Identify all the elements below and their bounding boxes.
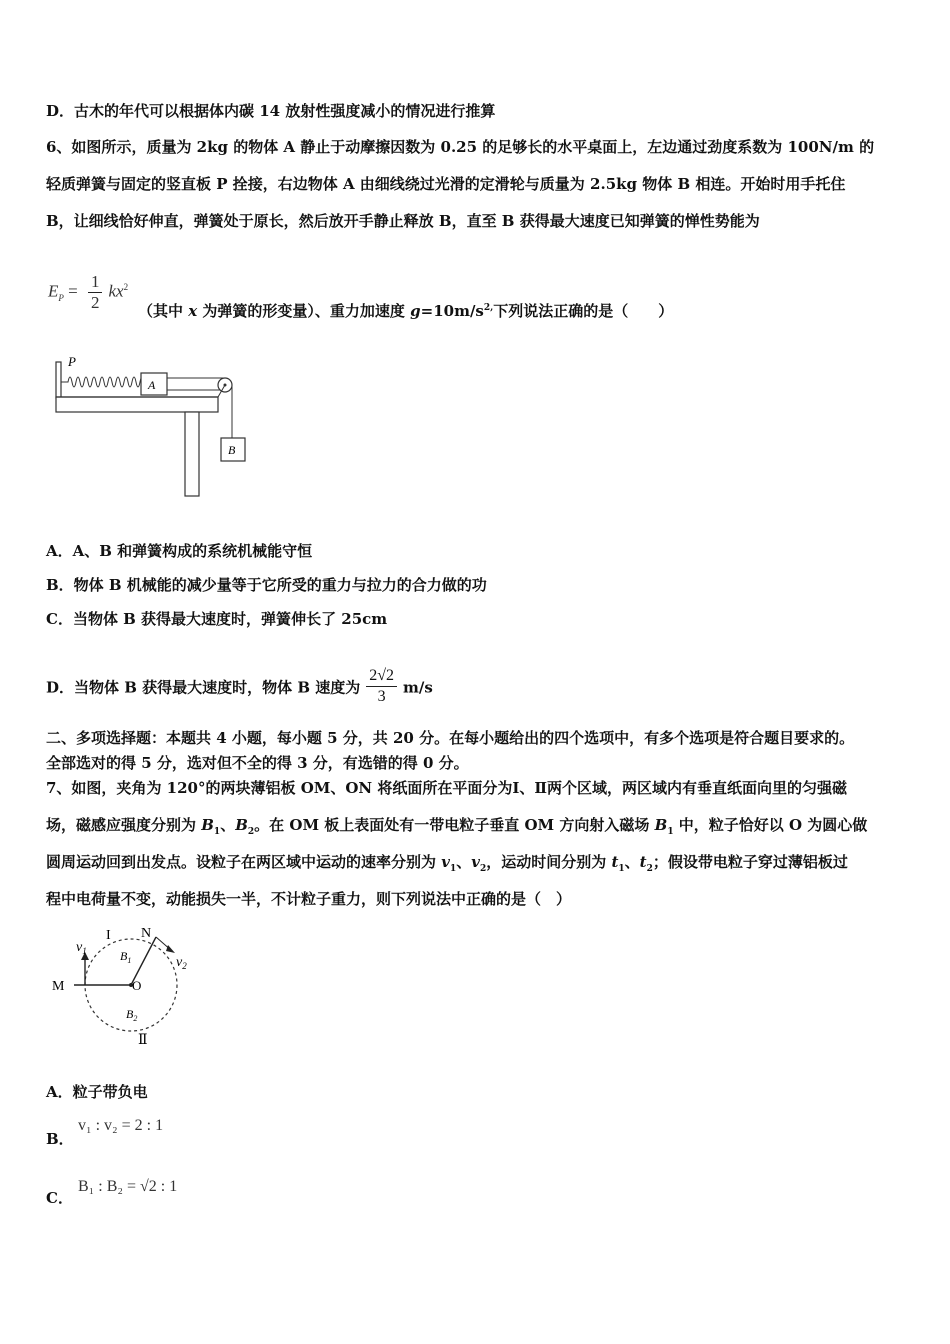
q7-option-a: A．粒子带负电 xyxy=(46,1083,148,1101)
q7-stem-line3: 圆周运动回到出发点。设粒子在两区域中运动的速率分别为 $v_1$、$v_2$，运动时间分别为 $t_1$、$t_2$；假设带电粒子穿过薄铝板过 xyxy=(46,853,848,874)
table-top xyxy=(56,397,218,412)
q7-option-b-formula: v₁ : v₂ = 2 : 1 xyxy=(78,1117,164,1134)
q6-formula-note: （其中 x 为弹簧的形变量）、重力加速度 $g=10m/s^{2,}$下列说法正确的是（ ） xyxy=(138,302,674,320)
q6-option-a: A．A、B 和弹簧构成的系统机械能守恒 xyxy=(46,542,313,560)
section2-heading-line2: 全部选对的得 5 分，选对但不全的得 3 分，有选错的得 0 分。 xyxy=(46,754,469,772)
label-region-ii: Ⅱ xyxy=(138,1033,148,1048)
q7-option-c-formula: B₁ : B₂ = √2 : 1 xyxy=(78,1178,178,1195)
table-leg xyxy=(185,412,199,496)
q5-option-d: D．古木的年代可以根据体内碳 14 放射性强度减小的情况进行推算 xyxy=(46,102,496,120)
q7-option-c-label: C． xyxy=(46,1189,73,1207)
q7-option-b-label: B． xyxy=(46,1130,74,1148)
q7-stem-line2: 场，磁感应强度分别为 $B_1$、$B_2$。在 OM 板上表面处有一带电粒子垂直 OM 方向射入磁场 $B_1$ 中，粒子恰好以 O 为圆心做 xyxy=(46,816,868,837)
label-b1: $B_1$ xyxy=(120,949,132,965)
label-n: N xyxy=(141,926,152,941)
q7-stem-line4: 程中电荷量不变，动能损失一半，不计粒子重力，则下列说法中正确的是（ ） xyxy=(46,890,572,908)
label-v2: $v_2$ xyxy=(176,955,187,971)
label-a: A xyxy=(148,378,156,392)
label-p: P xyxy=(68,354,76,369)
q6-stem-line1: 6、如图所示，质量为 2kg 的物体 A 静止于动摩擦因数为 0.25 的足够长的水平桌面上，左边通过劲度系数为 100N/m 的 xyxy=(46,138,875,156)
elastic-energy-formula: $E_P$ = $\frac{1}{2}$ $kx^2$ xyxy=(48,272,129,312)
q7-magnetic-field-figure xyxy=(44,920,214,1050)
q7-stem-line1: 7、如图，夹角为 120°的两块薄铝板 OM、ON 将纸面所在平面分为Ⅰ、Ⅱ两个区域，两区域内有垂直纸面向里的匀强磁 xyxy=(46,779,848,797)
label-o: O xyxy=(132,978,142,993)
q6-stem-line2: 轻质弹簧与固定的竖直板 P 拴接，右边物体 A 由细线绕过光滑的定滑轮与质量为 2.5kg 物体 B 相连。开始时用手托住 xyxy=(46,175,846,193)
label-b: B xyxy=(228,443,236,457)
label-region-i: I xyxy=(106,928,111,943)
q6-stem-line3: B，让细线恰好伸直，弹簧处于原长，然后放开手静止释放 B，直至 B 获得最大速度已知弹簧的惮性势能为 xyxy=(46,212,760,230)
q6-option-c: C．当物体 B 获得最大速度时，弹簧伸长了 25cm xyxy=(46,610,388,628)
q6-option-d: D．当物体 B 获得最大速度时，物体 B 速度为 $\frac{2√2}{3}$ m/s xyxy=(46,667,433,705)
label-m: M xyxy=(52,979,65,994)
label-v1: $v_1$ xyxy=(76,940,87,956)
q6-option-b: B．物体 B 机械能的减少量等于它所受的重力与拉力的合力做的功 xyxy=(46,576,487,594)
q6-spring-pulley-figure xyxy=(44,352,254,500)
label-b2: $B_2$ xyxy=(126,1007,138,1023)
section2-heading-line1: 二、多项选择题：本题共 4 小题，每小题 5 分，共 20 分。在每小题给出的四个选项中，有多个选项是符合题目要求的。 xyxy=(46,729,855,747)
